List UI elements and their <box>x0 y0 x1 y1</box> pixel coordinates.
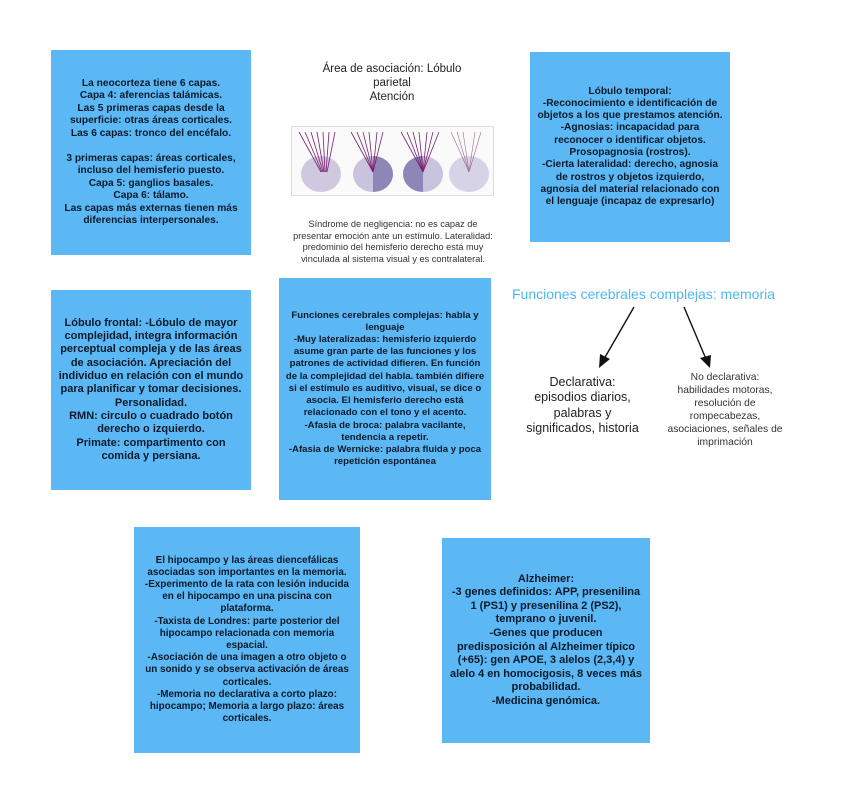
card-neocortex <box>51 50 251 255</box>
card-frontal <box>51 290 251 490</box>
association-caption: Área de asociación: Lóbulo parietal Atención <box>322 63 462 103</box>
language-text: Funciones cerebrales complejas: habla y lenguaje -Muy lateralizadas: hemisferio izquierdo asume gran parte de las funciones y los patrones de actividad difieren. En función de la complejidad del habla. también difiere si el estímulo es auditivo, visual, se dice o asocia. El hemisferio derecho está relacionado con el tono y el acento. -Afasia de broca: palabra vacilante, tendencia a repetir. -Afasia de Wernicke: palabra fluida y poca repetición espontánea <box>285 309 485 468</box>
arrow-declarative-head <box>599 354 610 368</box>
card-hippocampus <box>134 527 360 753</box>
arrow-non-declarative-head <box>700 355 711 368</box>
card-language <box>279 278 491 500</box>
frontal-text: Lóbulo frontal: -Lóbulo de mayor complejidad, integra información perceptual compleja y de las áreas de asociación. Apreciación del individuo en relación con el mundo para planificar y tomar decisiones. Personalidad. RMN: circulo o cuadrado botón derecho o izquierdo. Primate: compartimento con comida y persiana. <box>58 316 244 462</box>
declarative-text: Declarativa: episodios diarios, palabras y significados, historia <box>526 375 639 435</box>
alzheimer-text: Alzheimer: -3 genes definidos: APP, presenilina 1 (PS1) y presenilina 2 (PS2), temprano o juvenil. -Genes que producen predisposición al Alzheimer típico (+65): gen APOE, 3 alelos (2,3,4) y alelo 4 en homocigosis, 8 veces más probabilidad. -Medicina genómica. <box>450 572 642 707</box>
arrow-non-declarative <box>684 307 706 359</box>
neocortex-text: La neocorteza tiene 6 capas. Capa 4: aferencias talámicas. Las 5 primeras capas desde la superficie: otras áreas corticales. Las 6 capas: tronco del encéfalo. 3 primeras capas: áreas corticales, incluso del hemisferio puesto. Capa 5: ganglios basales. Capa 6: tálamo. Las capas más externas tienen más diferencias interpersonales. <box>64 77 238 226</box>
card-alzheimer <box>442 538 650 743</box>
neglect-caption: Síndrome de negligencia: no es capaz de presentar emoción ante un estímulo. Lateralidad: predominio del hemisferio derecho está muy vinculada al sistema visual y es contralateral. <box>293 219 493 264</box>
hippocampus-text: El hipocampo y las áreas diencefálicas asociadas son importantes en la memoria. -Experimento de la rata con lesión inducida en el hipocampo en una piscina con plataforma. -Taxista de Londres: parte posterior del hipocampo relacionada con memoria espacial. -Asociación de una imagen a otro objeto o un sonido y se observa activación de áreas corticales. -Memoria no declarativa a corto plazo: hipocampo; Memoria a largo plazo: áreas corticales. <box>144 554 350 725</box>
memory-arrows <box>590 302 720 372</box>
brain-figure <box>291 126 494 196</box>
memory-title: Funciones cerebrales complejas: memoria <box>512 286 775 302</box>
temporal-text: Lóbulo temporal: -Reconocimiento e identificación de objetos a los que prestamos atención. -Agnosias: incapacidad para reconocer o identificar objetos. Prosopagnosia (rostros). -Cierta lateralidad: derecho, agnosia de rostros y objetos izquierdo, agnosia del material relacionado con el lenguaje (incapaz de expresarlo) <box>537 85 723 208</box>
card-temporal <box>530 52 730 242</box>
non-declarative-text: No declarativa: habilidades motoras, resolución de rompecabezas, asociaciones, señales de imprimación <box>667 372 783 448</box>
arrow-declarative <box>604 307 634 359</box>
